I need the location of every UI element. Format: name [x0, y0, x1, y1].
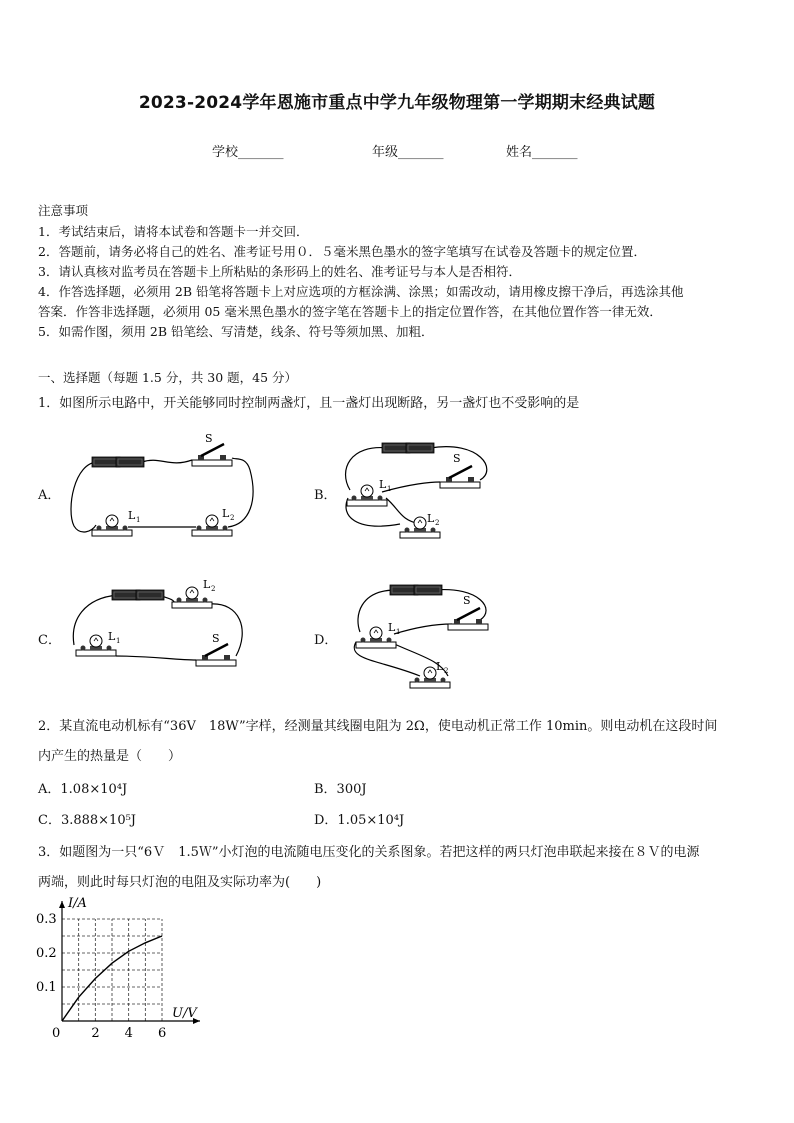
y-tick-label: 0.2: [36, 946, 57, 961]
chart-tick-labels: [36, 912, 166, 1041]
question-2-line-2: 内产生的热量是（ ）: [38, 749, 182, 764]
y-tick-label: 0.3: [36, 912, 57, 927]
notice-item-5: 5．如需作图，须用 2B 铅笔绘、写清楚，线条、符号等须加黑、加粗．: [38, 324, 434, 339]
q2-option-b: B．300J: [314, 782, 367, 797]
grade-field: 年级_______: [372, 145, 444, 160]
q2-option-d: D．1.05×10⁴J: [314, 813, 405, 828]
q2-option-a: A．1.08×10⁴J: [38, 782, 128, 797]
question-1-text: 1．如图所示电路中，开关能够同时控制两盏灯，且一盏灯出现断路，另一盏灯也不受影响的是: [38, 396, 580, 411]
notice-item-3: 3．请认真核对监考员在答题卡上所粘贴的条形码上的姓名、准考证号与本人是否相符．: [38, 264, 521, 279]
page-title: 2023-2024学年恩施市重点中学九年级物理第一学期期末经典试题: [138, 93, 656, 113]
q1b-switch-label: S: [453, 452, 461, 465]
q1c-lamp2-sub: 2: [211, 585, 216, 593]
notice-item-1: 1．考试结束后，请将本试卷和答题卡一并交回．: [38, 224, 309, 239]
q1d-lamp1-sub: 1: [396, 628, 401, 636]
y-tick-label: 0.1: [36, 980, 57, 995]
circuit-d: [354, 585, 488, 688]
y-axis-arrow: [59, 901, 65, 908]
notice-list: [38, 222, 768, 342]
q1a-lamp1-label: L: [128, 509, 136, 522]
q1c-lamp2-label: L: [203, 578, 211, 591]
q1c-switch-label: S: [212, 632, 220, 645]
q1-option-d: D．: [314, 633, 338, 648]
name-field: 姓名_______: [506, 145, 578, 160]
notice-item-4: 4．作答选择题，必须用 2B 铅笔将答题卡上对应选项的方框涂满、涂黑；如需改动，请用橡皮擦干净后，再选涂其他: [38, 284, 684, 299]
q1b-lamp1-label: L: [379, 478, 387, 491]
q1-option-c: C．: [38, 633, 61, 648]
q1c-lamp1-sub: 1: [116, 637, 121, 645]
q1-option-b: B．: [314, 488, 337, 503]
q1a-switch-label: S: [205, 432, 213, 445]
x-tick-label: 2: [91, 1026, 100, 1041]
chart-grid: [62, 919, 162, 1021]
q1b-lamp2-label: L: [427, 512, 435, 525]
iu-chart: [30, 895, 220, 1045]
circuit-a: [71, 432, 253, 536]
q2-option-c: C．3.888×10⁵J: [38, 813, 137, 828]
q1-option-a: A．: [38, 488, 61, 503]
question-3-line-1: 3．如题图为一只“6Ｖ 1.5Ｗ”小灯泡的电流随电压变化的关系图象。若把这样的两只灯泡串联起来接在８Ｖ的电源: [38, 845, 700, 860]
notice-heading: 注意事项: [38, 203, 89, 218]
q1b-lamp2-sub: 2: [435, 519, 440, 527]
school-field: 学校_______: [212, 145, 284, 160]
q1c-lamp1-label: L: [108, 630, 116, 643]
circuit-b: [346, 443, 487, 538]
q1d-lamp1-label: L: [388, 621, 396, 634]
x-tick-label: 6: [158, 1026, 167, 1041]
question-3-line-2: 两端，则此时每只灯泡的电阻及实际功率为( ): [38, 875, 322, 890]
x-tick-label: 4: [124, 1026, 133, 1041]
question-2-line-1: 2．某直流电动机标有“36V 18W”字样，经测量其线圈电阻为 2Ω，使电动机正常工作 10min。则电动机在这段时间: [38, 719, 718, 734]
q1d-switch-label: S: [463, 594, 471, 607]
notice-item-2: 2．答题前，请务必将自己的姓名、准考证号用０．５毫米黑色墨水的签字笔填写在试卷及答题卡的规定位置．: [38, 244, 646, 259]
q1b-lamp1-sub: 1: [387, 485, 392, 493]
q1d-lamp2-sub: 2: [444, 667, 449, 675]
q1a-lamp2-label: L: [222, 507, 230, 520]
y-axis-label: I/A: [68, 896, 87, 911]
section-heading: 一、选择题（每题 1.5 分，共 30 题，45 分）: [38, 370, 298, 385]
x-tick-label: 0: [52, 1026, 61, 1041]
q1a-lamp2-sub: 2: [230, 514, 235, 522]
circuit-c: [73, 578, 242, 666]
q1a-lamp1-sub: 1: [136, 516, 141, 524]
notice-item-4-cont: 答案．作答非选择题，必须用 05 毫米黑色墨水的签字笔在答题卡上的指定位置作答，在其他位置作答一律无效．: [38, 304, 662, 319]
x-axis-label: U/V: [172, 1006, 197, 1021]
q1d-lamp2-label: L: [436, 660, 444, 673]
q1-circuit-diagrams: [0, 420, 794, 700]
